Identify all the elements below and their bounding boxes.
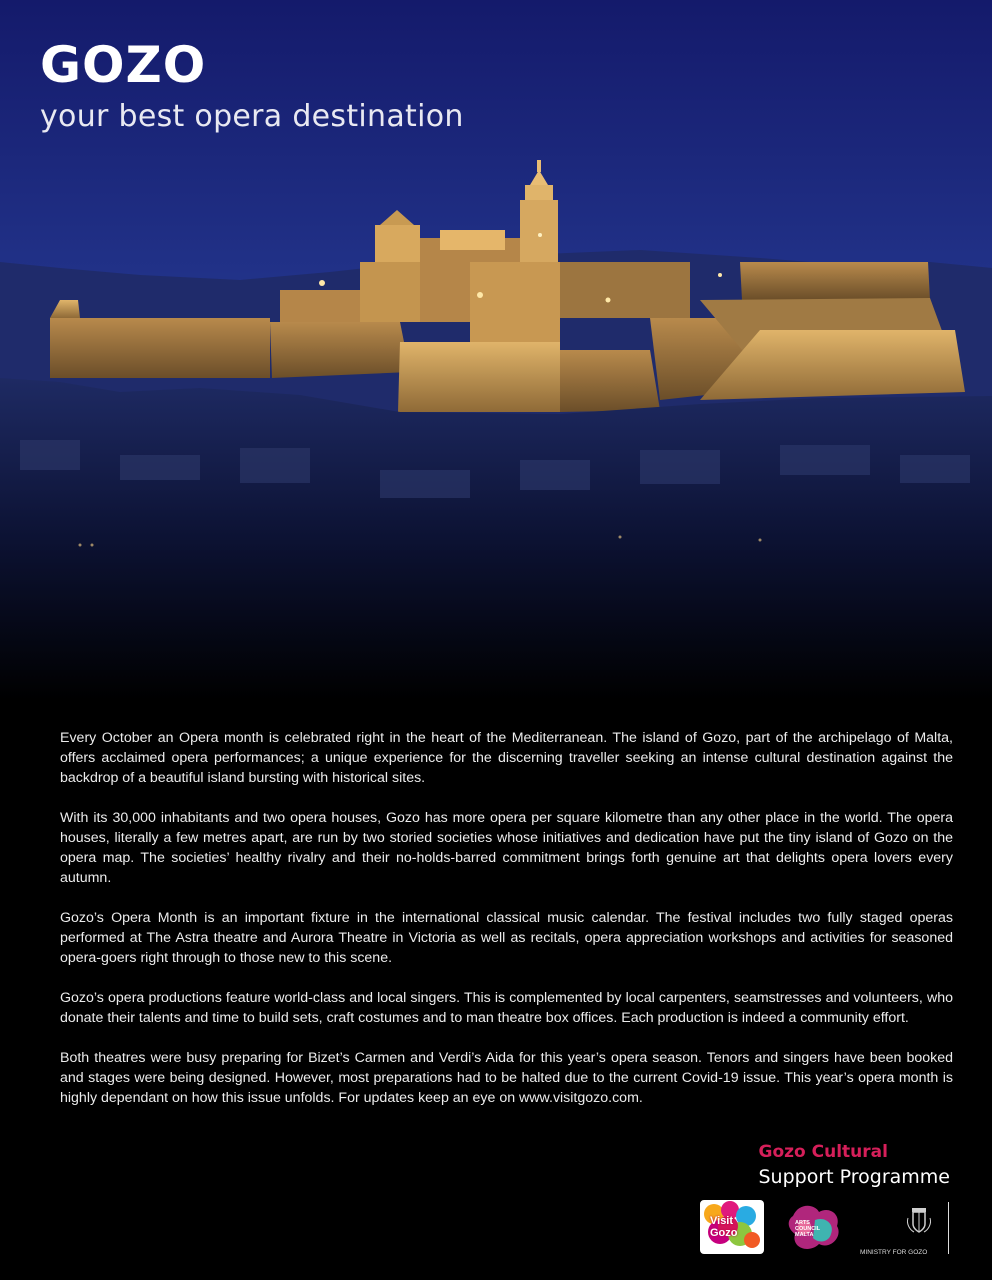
- logo-divider: [948, 1202, 949, 1254]
- page-subtitle: your best opera destination: [40, 99, 464, 134]
- arts-council-line3: MALTA: [795, 1232, 814, 1238]
- article-body: [60, 728, 953, 1128]
- paragraph: Both theatres were busy preparing for Bizet’s Carmen and Verdi’s Aida for this year’s opera season. Tenors and singers have been booked and stages were being designed. However, most preparations had to be halted due to the current Covid-19 issue. This year’s opera month is highly dependant on how this issue unfolds. For updates keep an eye on www.visitgozo.com.: [60, 1050, 953, 1106]
- headline: [40, 36, 464, 134]
- visit-gozo-logo: [700, 1200, 764, 1254]
- ministry-label: MINISTRY FOR GOZO: [860, 1249, 928, 1256]
- paragraph: Gozo’s Opera Month is an important fixture in the international classical music calendar. The festival includes two fully staged operas performed at The Astra theatre and Aurora Theatre in Victoria as well as recitals, opera appreciation workshops and activities for seasoned opera-goers right through to those new to this scene.: [60, 910, 953, 966]
- programme-subtitle: Support Programme: [758, 1166, 950, 1188]
- arts-council-malta-logo: [785, 1198, 845, 1256]
- page-title: GOZO: [40, 36, 207, 94]
- programme-title: Gozo Cultural: [758, 1142, 888, 1162]
- paragraph: Every October an Opera month is celebrated right in the heart of the Mediterranean. The island of Gozo, part of the archipelago of Malta, offers acclaimed opera performances; a unique experience for the discerning traveller seeking an intense cultural destination against the backdrop of a beautiful island bursting with historical sites.: [60, 730, 953, 786]
- visit-gozo-line2: Gozo: [710, 1227, 738, 1239]
- arts-council-line2: COUNCIL: [795, 1226, 821, 1232]
- support-programme-label: [758, 1141, 950, 1190]
- sponsor-logos: [700, 1196, 952, 1256]
- visit-gozo-line1: Visit: [710, 1215, 734, 1227]
- paragraph: With its 30,000 inhabitants and two opera houses, Gozo has more opera per square kilometre than any other place in the world. The opera houses, literally a few metres apart, are run by two storied societies whose initiatives and dedication have put the tiny island of Gozo on the opera map. The societies’ healthy rivalry and their no-holds-barred commitment brings forth genuine art that delights opera lovers every autumn.: [60, 810, 953, 886]
- malta-coat-of-arms-icon: [860, 1198, 952, 1238]
- paragraph: Gozo’s opera productions feature world-class and local singers. This is complemented by local carpenters, seamstresses and volunteers, who donate their talents and time to build sets, craft costumes and to man theatre box offices. Each production is indeed a community effort.: [60, 990, 953, 1026]
- arts-council-line1: ARTS: [795, 1220, 810, 1226]
- ministry-for-gozo-logo: [860, 1198, 952, 1256]
